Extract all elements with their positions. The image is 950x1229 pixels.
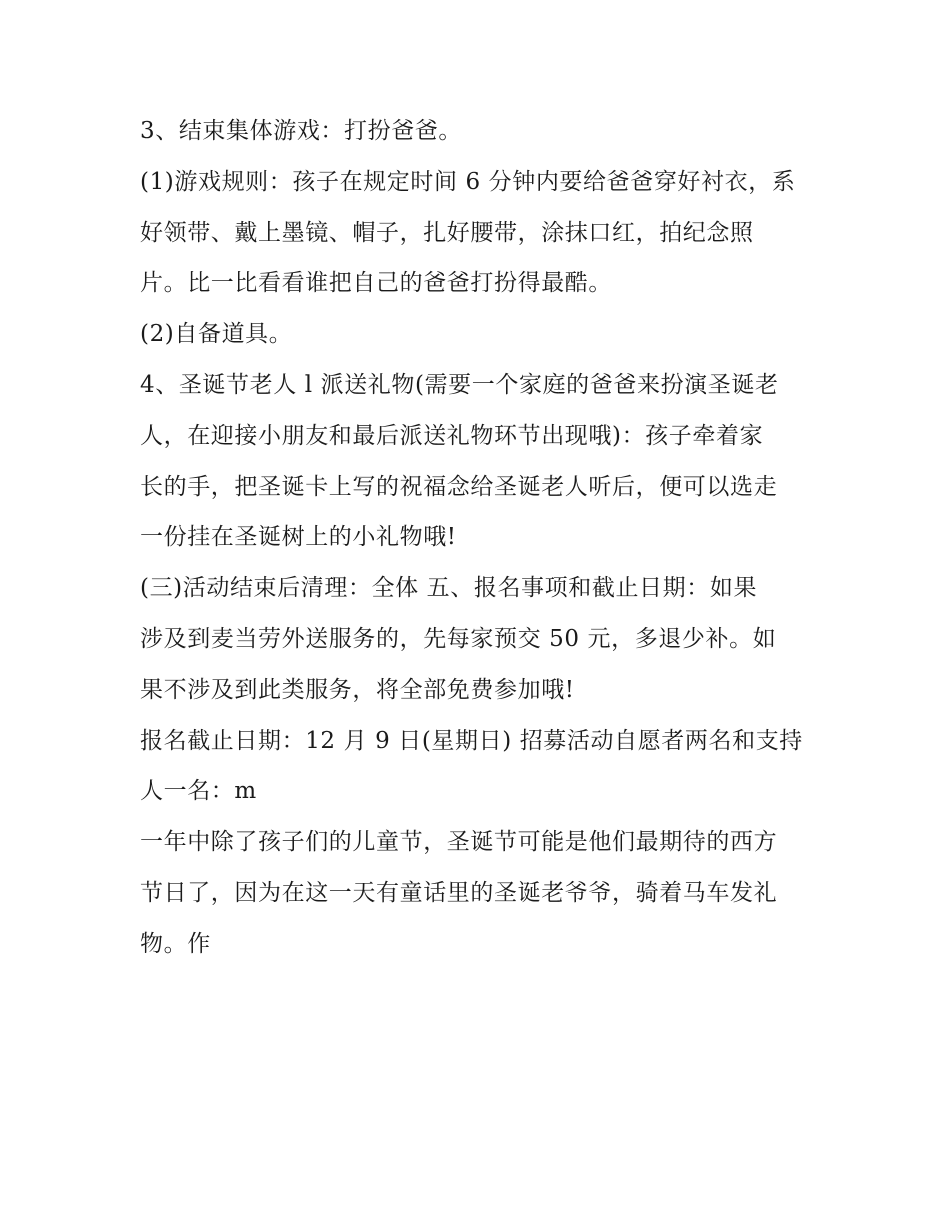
text-line: 好领带、戴上墨镜、帽子，扎好腰带，涂抹口红，拍纪念照 xyxy=(140,219,754,246)
text-line: (2)自备道具。 xyxy=(140,321,293,348)
text-line: (三)活动结束后清理：全体 五、报名事项和截止日期：如果 xyxy=(140,575,758,602)
text-line: 人，在迎接小朋友和最后派送礼物环节出现哦)：孩子牵着家 xyxy=(140,422,764,449)
text-line: 人一名：m xyxy=(140,778,257,805)
text-line: 一份挂在圣诞树上的小礼物哦! xyxy=(140,524,457,551)
text-line: 片。比一比看看谁把自己的爸爸打扮得最酷。 xyxy=(140,270,612,297)
text-line: 物。作 xyxy=(140,930,211,957)
text-line: 涉及到麦当劳外送服务的，先每家预交 50 元，多退少补。如 xyxy=(140,625,777,652)
text-line: 3、结束集体游戏：打扮爸爸。 xyxy=(140,118,463,144)
text-line: 长的手，把圣诞卡上写的祝福念给圣诞老人听后，便可以选走 xyxy=(140,473,778,500)
text-line: (1)游戏规则：孩子在规定时间 6 分钟内要给爸爸穿好衬衣，系 xyxy=(140,168,796,195)
text-line: 4、圣诞节老人 l 派送礼物(需要一个家庭的爸爸来扮演圣诞老 xyxy=(140,371,779,398)
text-line: 果不涉及到此类服务，将全部免费参加哦! xyxy=(140,676,575,703)
text-line: 报名截止日期：12 月 9 日(星期日) 招募活动自愿者两名和支持 xyxy=(140,727,803,754)
text-line: 节日了，因为在这一天有童话里的圣诞老爷爷，骑着马车发礼 xyxy=(140,879,778,906)
text-line: 一年中除了孩子们的儿童节，圣诞节可能是他们最期待的西方 xyxy=(140,829,778,856)
document-body xyxy=(140,112,820,976)
